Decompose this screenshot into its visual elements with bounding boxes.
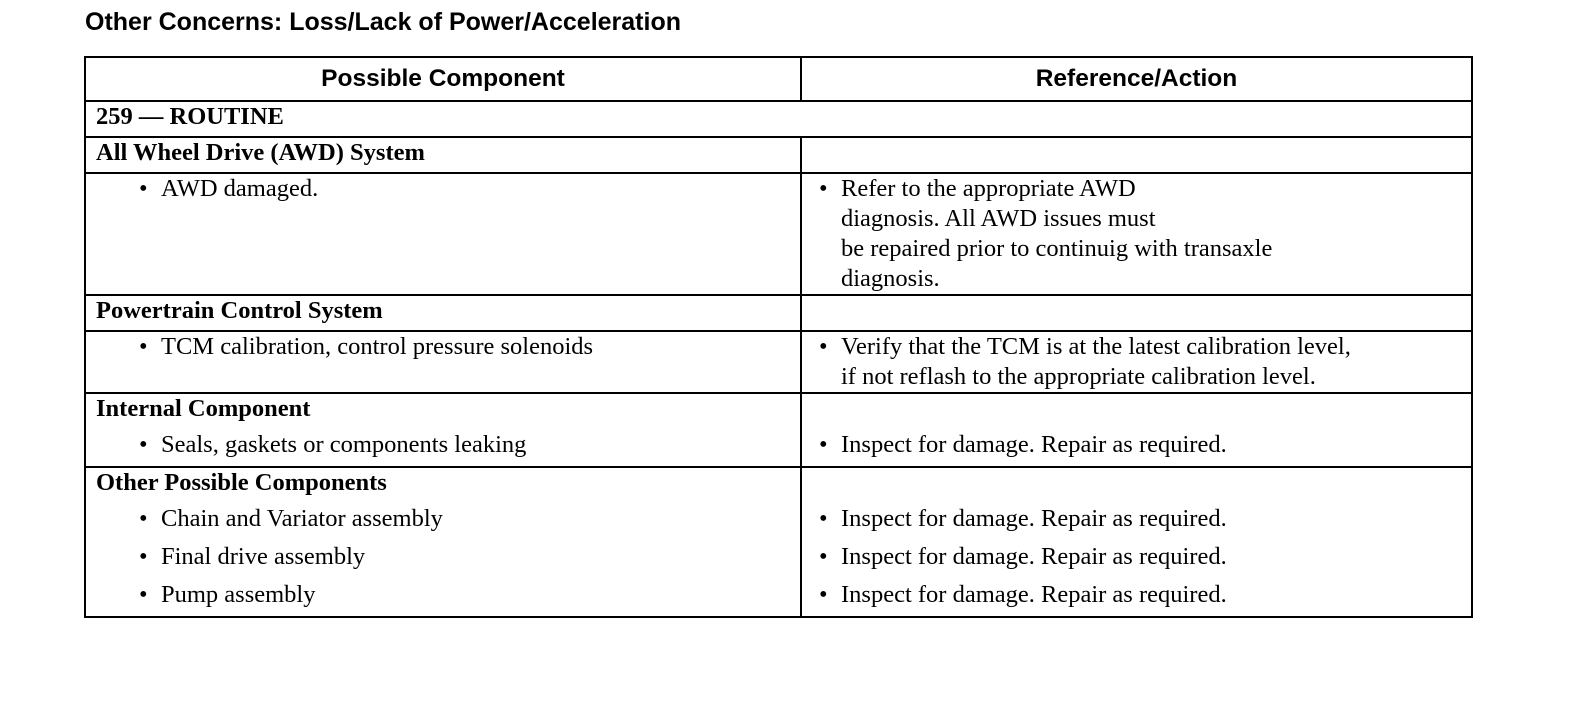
action-line: Inspect for damage. Repair as required. xyxy=(841,581,1227,608)
component-text: TCM calibration, control pressure solenoids xyxy=(161,333,594,360)
section-heading-row xyxy=(85,137,1472,173)
section-heading: All Wheel Drive (AWD) System xyxy=(85,137,801,173)
action-cell xyxy=(801,331,1472,393)
section-heading-blank xyxy=(801,137,1472,173)
bullet: • xyxy=(139,505,148,532)
action-cell xyxy=(801,428,1472,467)
component-cell xyxy=(85,173,801,295)
action-line: diagnosis. xyxy=(841,265,940,292)
action-cell xyxy=(801,578,1472,617)
bullet: • xyxy=(819,431,828,458)
action-line: Inspect for damage. Repair as required. xyxy=(841,505,1227,532)
section-heading-row xyxy=(85,393,1472,428)
action-line: diagnosis. All AWD issues must xyxy=(841,205,1156,232)
table-row xyxy=(85,428,1472,467)
component-cell xyxy=(85,428,801,467)
section-heading: Internal Component xyxy=(85,393,801,428)
section-heading-row xyxy=(85,467,1472,502)
table-row xyxy=(85,540,1472,578)
action-line: be repaired prior to continuig with transaxle xyxy=(841,235,1273,262)
component-text: Chain and Variator assembly xyxy=(161,505,443,532)
section-heading-blank xyxy=(801,467,1472,502)
bullet: • xyxy=(819,543,828,570)
bullet: • xyxy=(139,581,148,608)
bullet: • xyxy=(139,175,148,202)
bullet: • xyxy=(819,175,828,202)
bullet: • xyxy=(139,431,148,458)
routine-row xyxy=(85,101,1472,137)
component-text: Seals, gaskets or components leaking xyxy=(161,431,527,458)
section-heading: Other Possible Components xyxy=(85,467,801,502)
component-cell xyxy=(85,578,801,617)
action-line: Inspect for damage. Repair as required. xyxy=(841,543,1227,570)
header-possible-component: Possible Component xyxy=(85,57,801,101)
component-cell xyxy=(85,540,801,578)
component-text: AWD damaged. xyxy=(161,175,319,202)
component-cell xyxy=(85,502,801,540)
page-title: Other Concerns: Loss/Lack of Power/Acceleration xyxy=(85,8,681,36)
bullet: • xyxy=(819,333,828,360)
table-header-row xyxy=(85,57,1472,101)
action-line: Refer to the appropriate AWD xyxy=(841,175,1136,202)
bullet: • xyxy=(139,543,148,570)
action-cell xyxy=(801,173,1472,295)
table-row xyxy=(85,502,1472,540)
action-line: Verify that the TCM is at the latest calibration level, xyxy=(841,333,1351,360)
bullet: • xyxy=(139,333,148,360)
component-cell xyxy=(85,331,801,393)
diagnosis-table xyxy=(84,56,1473,618)
table-row xyxy=(85,331,1472,393)
table-row xyxy=(85,173,1472,295)
component-text: Final drive assembly xyxy=(161,543,366,570)
section-heading: Powertrain Control System xyxy=(85,295,801,331)
bullet: • xyxy=(819,581,828,608)
header-reference-action: Reference/Action xyxy=(801,57,1472,101)
action-cell xyxy=(801,502,1472,540)
action-line: if not reflash to the appropriate calibration level. xyxy=(841,363,1316,390)
table-row xyxy=(85,578,1472,617)
bullet: • xyxy=(819,505,828,532)
section-heading-blank xyxy=(801,393,1472,428)
section-heading-blank xyxy=(801,295,1472,331)
section-heading-row xyxy=(85,295,1472,331)
component-text: Pump assembly xyxy=(161,581,316,608)
action-cell xyxy=(801,540,1472,578)
action-line: Inspect for damage. Repair as required. xyxy=(841,431,1227,458)
routine-label: 259 — ROUTINE xyxy=(85,101,1472,137)
